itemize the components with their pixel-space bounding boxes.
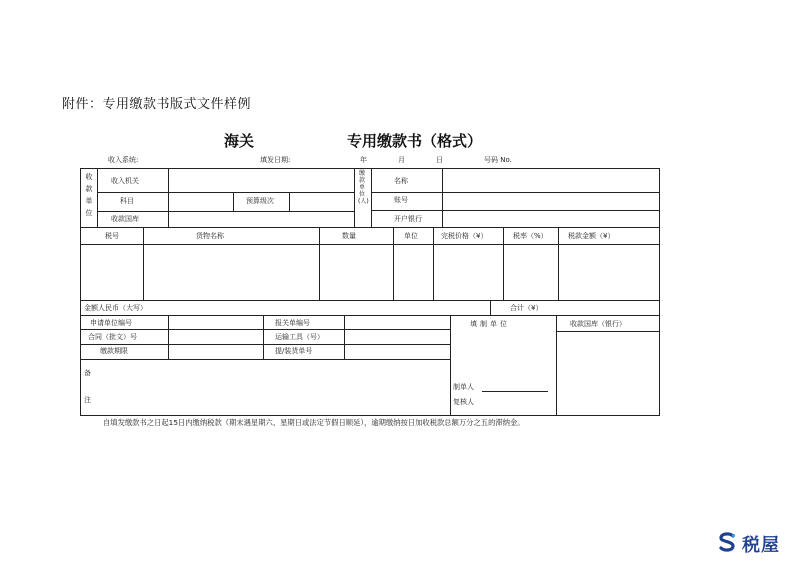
logo-text: 税屋 xyxy=(742,535,780,556)
applicant-number-label: 申请单位编号 xyxy=(90,319,132,327)
form-title: 专用缴款书（格式） xyxy=(347,132,483,150)
bank-label: 开户银行 xyxy=(394,215,422,223)
day-label: 日 xyxy=(436,156,443,164)
preparer-signature-line xyxy=(482,391,548,392)
col-quantity: 数量 xyxy=(342,232,356,240)
paying-unit-label: 缴款单位(人) xyxy=(358,170,369,205)
reviewer-label: 复核人 xyxy=(453,398,474,406)
preparer-label: 制单人 xyxy=(453,383,474,391)
frame-top xyxy=(80,168,660,169)
revenue-system-label: 收入系统: xyxy=(108,156,139,164)
collecting-unit-label: 收款单位 xyxy=(85,173,93,217)
account-label: 账号 xyxy=(394,196,408,204)
contract-number-label: 合同（批文）号 xyxy=(88,333,137,341)
attachment-title: 附件：专用缴款书版式文件样例 xyxy=(62,97,252,112)
amount-in-words-label: 金额人民币（大写） xyxy=(84,304,147,312)
remarks-label-2: 注 xyxy=(84,396,91,404)
declaration-number-label: 报关单编号 xyxy=(275,319,310,327)
col-taxable-price: 完税价格（¥） xyxy=(441,232,488,240)
budget-level-label: 预算级次 xyxy=(246,197,274,205)
payment-deadline-label: 缴款期限 xyxy=(100,347,128,355)
col-tax-amount: 税款金额（¥） xyxy=(568,232,615,240)
subject-label: 科目 xyxy=(120,197,134,205)
col-goods-name: 货物名称 xyxy=(196,232,224,240)
month-label: 月 xyxy=(398,156,405,164)
frame-left xyxy=(80,168,81,415)
col-tax-number: 税号 xyxy=(105,232,119,240)
form-title-customs: 海关 xyxy=(224,132,255,150)
treasury-label: 收款国库 xyxy=(111,215,139,223)
frame-bottom xyxy=(80,415,660,416)
logo-s-icon xyxy=(716,531,738,557)
footer-note: 自填发缴款书之日起15日内缴纳税款（期末遇星期六、星期日或法定节假日顺延），逾期缴纳按日加收税款总额万分之五的滞纳金。 xyxy=(103,418,525,427)
revenue-office-label: 收入机关 xyxy=(111,177,139,185)
issue-date-label: 填发日期: xyxy=(260,156,291,164)
col-unit: 单位 xyxy=(404,232,418,240)
frame-right xyxy=(659,168,660,416)
year-label: 年 xyxy=(360,156,367,164)
bill-of-lading-label: 提/装货单号 xyxy=(275,347,313,355)
transport-label: 运输工具（号） xyxy=(275,333,324,341)
number-label: 号码 No. xyxy=(484,156,512,164)
remarks-label-1: 备 xyxy=(84,369,91,377)
issuing-unit-label: 填制单位 xyxy=(470,320,510,328)
total-label: 合计（¥） xyxy=(510,304,543,312)
col-tax-rate: 税率（%） xyxy=(513,232,548,240)
treasury-bank-label: 收款国库（银行） xyxy=(570,320,626,328)
name-label: 名称 xyxy=(394,177,408,185)
shuiwu-logo xyxy=(716,531,780,557)
